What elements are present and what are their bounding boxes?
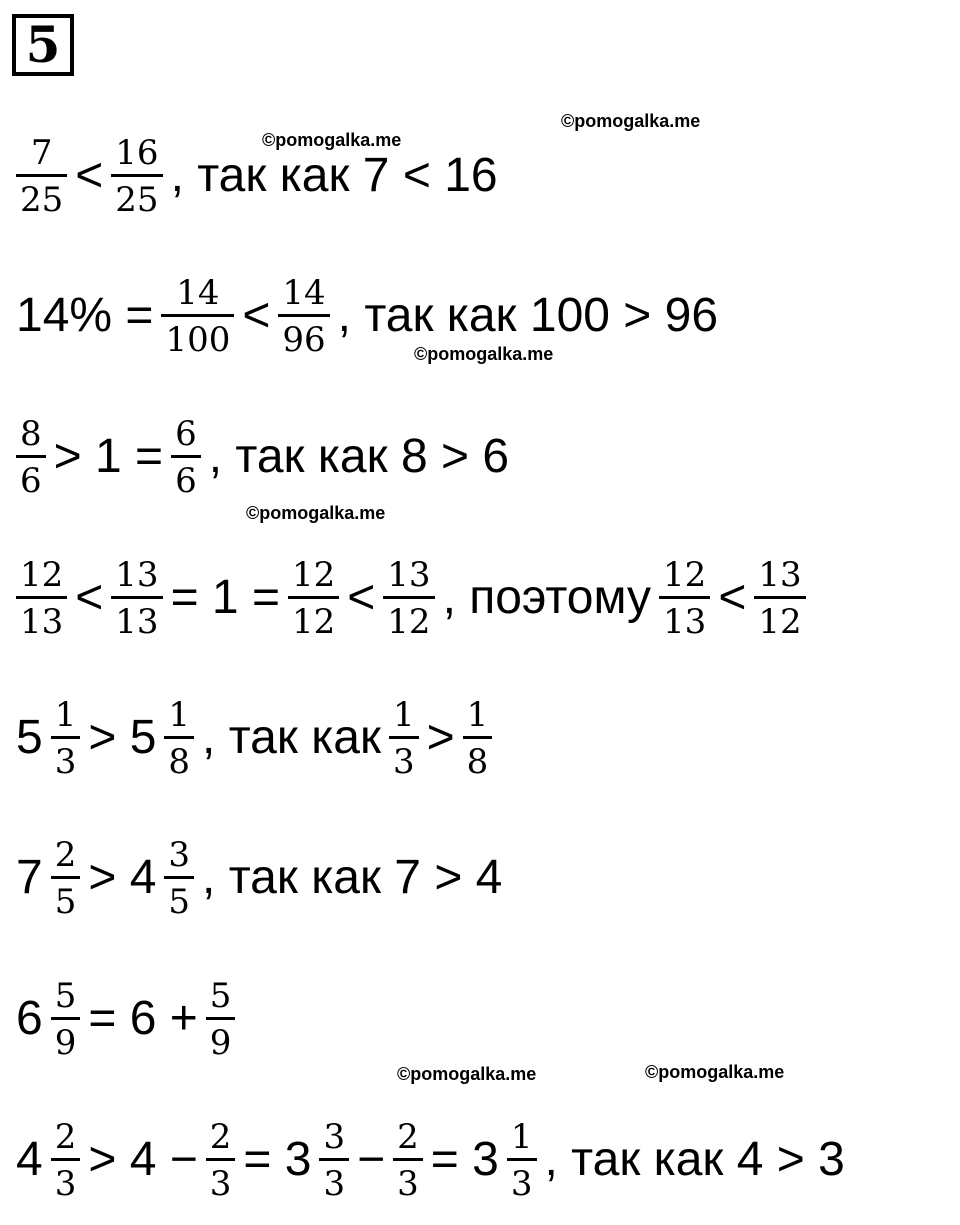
fraction: $\frac{2}{3}$ — [53, 1120, 79, 1201]
watermark: ©pomogalka.me — [246, 503, 386, 523]
fraction: $\frac{6}{6}$ — [173, 417, 199, 498]
fraction: $\frac{1}{8}$ — [166, 698, 192, 779]
operator: > 1 = — [53, 430, 164, 483]
operator: − — [357, 1133, 386, 1186]
inequality-line-4 — [12, 533, 810, 663]
operator: = 3 — [243, 1133, 312, 1186]
fraction: $\frac{1}{3}$ — [53, 698, 79, 779]
operator: = 6 + — [88, 992, 198, 1045]
fraction: $\frac{2}{5}$ — [53, 838, 79, 919]
operator: > 5 — [88, 711, 157, 764]
watermark: ©pomogalka.me — [561, 111, 701, 131]
whole-part: 6 — [16, 992, 43, 1045]
conclusion-word: , поэтому — [442, 571, 652, 624]
reason-text: , так как 8 > 6 — [208, 430, 510, 483]
watermark: ©pomogalka.me — [645, 1062, 785, 1082]
inequality-line-1 — [12, 111, 502, 241]
watermark: ©pomogalka.me — [262, 130, 402, 150]
fraction: $\frac{5}{9}$ — [53, 979, 79, 1060]
fraction: $\frac{5}{9}$ — [208, 979, 234, 1060]
lead-text: 14% = — [16, 289, 154, 342]
watermark: ©pomogalka.me — [414, 344, 554, 364]
operator: > 4 − — [88, 1133, 198, 1186]
fraction: $\frac{12}{12}$ — [290, 558, 337, 639]
fraction: $\frac{3}{3}$ — [321, 1120, 347, 1201]
fraction: $\frac{14}{96}$ — [280, 276, 327, 357]
fraction: $\frac{2}{3}$ — [395, 1120, 421, 1201]
fraction: $\frac{3}{5}$ — [166, 838, 192, 919]
fraction: $\frac{12}{13}$ — [661, 558, 708, 639]
inequality-line-2 — [12, 251, 722, 381]
operator: < — [75, 571, 104, 624]
operator: > 4 — [88, 851, 157, 904]
equation-line-7 — [12, 954, 239, 1084]
fraction: $\frac{1}{3}$ — [509, 1120, 535, 1201]
fraction: $\frac{12}{13}$ — [18, 558, 65, 639]
operator: = 1 = — [170, 571, 280, 624]
operator: < — [75, 149, 104, 202]
fraction: $\frac{2}{3}$ — [208, 1120, 234, 1201]
reason-text: , так как 4 > 3 — [544, 1133, 845, 1186]
reason-text: , так как 100 > 96 — [337, 289, 719, 342]
fraction: $\frac{14}{100}$ — [163, 276, 232, 357]
fraction: $\frac{13}{12}$ — [756, 558, 803, 639]
inequality-line-6 — [12, 813, 506, 943]
operator: = 3 — [430, 1133, 499, 1186]
inequality-line-3 — [12, 392, 513, 522]
fraction: $\frac{13}{12}$ — [385, 558, 432, 639]
fraction: $\frac{8}{6}$ — [18, 417, 44, 498]
reason-text: , так как 7 < 16 — [170, 149, 498, 202]
whole-part: 4 — [16, 1133, 43, 1186]
fraction: $\frac{1}{8}$ — [465, 698, 491, 779]
fraction: $\frac{16}{25}$ — [113, 136, 160, 217]
fraction: $\frac{13}{13}$ — [113, 558, 160, 639]
operator: < — [718, 571, 747, 624]
inequality-line-5 — [12, 673, 496, 803]
watermark: ©pomogalka.me — [397, 1064, 537, 1084]
task-number-box: 5 — [12, 14, 74, 76]
operator: > — [426, 711, 455, 764]
reason-text: , так как 7 > 4 — [202, 851, 503, 904]
operator: < — [242, 289, 271, 342]
operator: < — [347, 571, 376, 624]
reason-word: , так как — [202, 711, 381, 764]
whole-part: 7 — [16, 851, 43, 904]
fraction: $\frac{1}{3}$ — [391, 698, 417, 779]
whole-part: 5 — [16, 711, 43, 764]
fraction: $\frac{7}{25}$ — [18, 136, 65, 217]
inequality-line-8 — [12, 1095, 849, 1225]
